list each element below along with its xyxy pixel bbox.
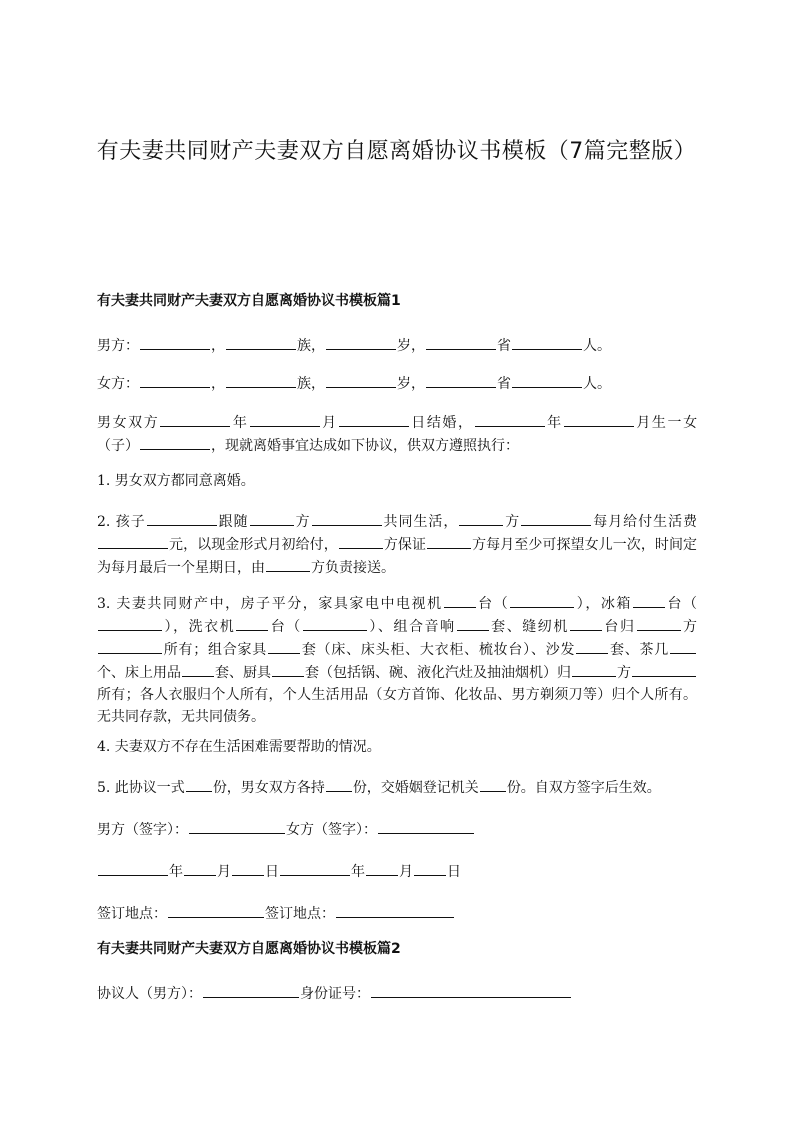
section-2-title: 有夫妻共同财产夫妻双方自愿离婚协议书模板篇2 bbox=[97, 941, 401, 957]
blank[interactable] bbox=[303, 615, 367, 631]
female-info-line: 女方： ， 族， 岁， 省 人。 bbox=[97, 372, 697, 395]
blank[interactable] bbox=[637, 615, 681, 631]
blank[interactable] bbox=[268, 638, 300, 654]
document-title: 有夫妻共同财产夫妻双方自愿离婚协议书模板（7篇完整版） bbox=[96, 139, 697, 164]
blank[interactable] bbox=[226, 334, 296, 350]
blank[interactable] bbox=[98, 533, 168, 549]
blank[interactable] bbox=[576, 638, 608, 654]
blank[interactable] bbox=[160, 411, 230, 427]
agreement-person-line: 协议人（男方）： 身份证号： bbox=[97, 982, 697, 1005]
blank[interactable] bbox=[480, 776, 506, 792]
marriage-paragraph: 男女双方 年 月 日结婚， 年 月生一女（子） ，现就离婚事宜达成如下协议，供双方遵照执行： bbox=[97, 411, 697, 457]
item-5: 5. 此协议一式 份，男女双方各持 份，交婚姻登记机关 份。自双方签字后生效。 bbox=[97, 776, 697, 799]
male-info-line: 男方： ， 族， 岁， 省 人。 bbox=[97, 334, 697, 357]
blank[interactable] bbox=[670, 638, 696, 654]
blank[interactable] bbox=[457, 615, 489, 631]
blank[interactable] bbox=[426, 372, 496, 388]
blank[interactable] bbox=[250, 510, 294, 526]
blank[interactable] bbox=[414, 860, 446, 876]
blank[interactable] bbox=[521, 510, 591, 526]
blank[interactable] bbox=[512, 334, 582, 350]
date-line: 年 月 日 年 月 日 bbox=[97, 860, 697, 883]
blank[interactable] bbox=[427, 533, 471, 549]
blank[interactable] bbox=[444, 592, 476, 608]
blank[interactable] bbox=[326, 372, 396, 388]
male-signature-field[interactable] bbox=[189, 818, 285, 834]
blank[interactable] bbox=[140, 434, 210, 450]
signing-place-field[interactable] bbox=[168, 902, 264, 918]
item-4: 4. 夫妻双方不存在生活困难需要帮助的情况。 bbox=[97, 739, 381, 755]
blank[interactable] bbox=[98, 638, 162, 654]
blank[interactable] bbox=[459, 510, 503, 526]
blank[interactable] bbox=[633, 592, 665, 608]
female-signature-field[interactable] bbox=[378, 818, 474, 834]
section-1-title: 有夫妻共同财产夫妻双方自愿离婚协议书模板篇1 bbox=[97, 293, 401, 309]
blank[interactable] bbox=[510, 592, 574, 608]
blank[interactable] bbox=[98, 860, 168, 876]
blank[interactable] bbox=[140, 334, 210, 350]
blank[interactable] bbox=[232, 860, 264, 876]
male-name-field[interactable] bbox=[203, 982, 299, 998]
blank[interactable] bbox=[512, 372, 582, 388]
blank[interactable] bbox=[147, 510, 217, 526]
blank[interactable] bbox=[280, 860, 350, 876]
blank[interactable] bbox=[98, 615, 162, 631]
item-1: 1. 男女双方都同意离婚。 bbox=[97, 473, 255, 489]
blank[interactable] bbox=[426, 334, 496, 350]
signing-place-field[interactable] bbox=[336, 902, 454, 918]
blank[interactable] bbox=[326, 776, 352, 792]
blank[interactable] bbox=[250, 411, 320, 427]
blank[interactable] bbox=[236, 615, 268, 631]
item-3: 3. 夫妻共同财产中，房子平分，家具家电中电视机 台（ ），冰箱 台（），洗衣机 台（ ）、组合音响 套、缝纫机 台归 方所有；组合家具 套（床、床头柜、大衣柜、梳妆台）、沙发 套、茶几个、床上用品 套、厨具 套（包括锅、碗、液化汽灶及抽油烟机）归 方所有；各人衣服归个人所有，个人生活用品（女方首饰、化妆品、男方剃须刀等）归个人所有。无共同存款，无共同债务。 bbox=[97, 592, 697, 728]
blank[interactable] bbox=[366, 860, 398, 876]
blank[interactable] bbox=[184, 860, 216, 876]
blank[interactable] bbox=[182, 661, 214, 677]
item-2: 2. 孩子 跟随 方 共同生活， 方 每月给付生活费元，以现金形式月初给付， 方保证 方每月至少可探望女儿一次，时间定为每月最后一个星期日，由 方负责接送。 bbox=[97, 510, 697, 579]
blank[interactable] bbox=[572, 661, 616, 677]
blank[interactable] bbox=[326, 334, 396, 350]
signing-place-line: 签订地点： 签订地点： bbox=[97, 902, 697, 925]
blank[interactable] bbox=[475, 411, 545, 427]
blank[interactable] bbox=[632, 661, 696, 677]
blank[interactable] bbox=[339, 411, 409, 427]
blank[interactable] bbox=[564, 411, 634, 427]
blank[interactable] bbox=[266, 556, 310, 572]
blank[interactable] bbox=[186, 776, 212, 792]
blank[interactable] bbox=[312, 510, 382, 526]
blank[interactable] bbox=[226, 372, 296, 388]
signature-line: 男方（签字）： 女方（签字）： bbox=[97, 818, 697, 841]
id-number-field[interactable] bbox=[371, 982, 571, 998]
blank[interactable] bbox=[272, 661, 304, 677]
blank[interactable] bbox=[339, 533, 383, 549]
blank[interactable] bbox=[570, 615, 602, 631]
blank[interactable] bbox=[140, 372, 210, 388]
